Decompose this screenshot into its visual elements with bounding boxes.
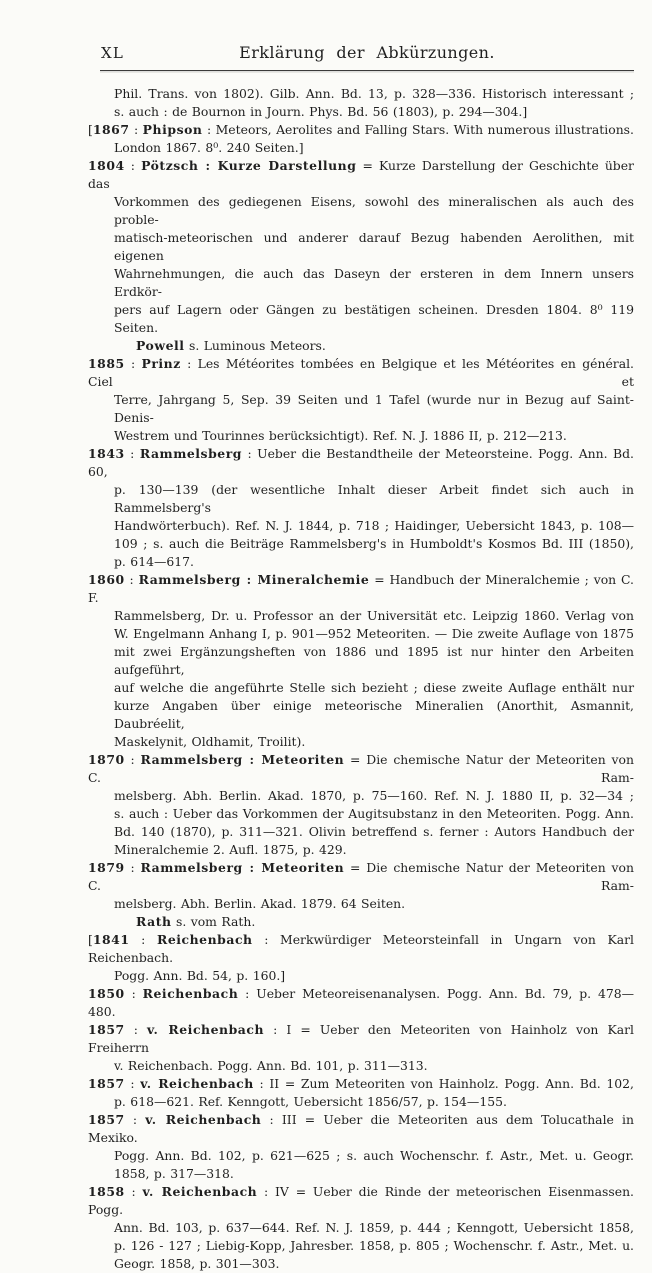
- bold-run: 1841: [92, 932, 130, 947]
- text-run: Bd. 140 (1870), p. 311—321. Olivin betreffend s. ferner : Autors Handbuch der: [114, 824, 634, 839]
- text-run: :: [124, 572, 139, 587]
- bold-run: 1843: [88, 446, 125, 461]
- bibliography-entry: [88, 1021, 634, 1075]
- text-run: :: [124, 1184, 143, 1199]
- bibliography-entry: [88, 157, 634, 337]
- text-line: [88, 1111, 634, 1147]
- text-line: [88, 1255, 634, 1273]
- text-line: [88, 85, 634, 103]
- bibliography-entry: [88, 751, 634, 859]
- bold-run: Reichenbach: [156, 932, 253, 947]
- text-run: : I = Ueber den Meteoriten von Hainholz von Karl Freiherrn: [88, 1022, 634, 1055]
- text-line: [88, 337, 634, 355]
- text-run: Pogg. Ann. Bd. 102, p. 621—625 ; s. auch Wochenschr. f. Astr., Met. u. Geogr.: [114, 1148, 634, 1163]
- text-run: mit zwei Ergänzungsheften von 1886 und 1895 ist nur hinter den Arbeiten aufgeführt,: [114, 644, 634, 677]
- bold-run: v. Reichenbach: [145, 1112, 262, 1127]
- bibliography-entry: [88, 121, 634, 157]
- text-line: [88, 193, 634, 229]
- text-line: [88, 535, 634, 553]
- bold-run: Rammelsberg: [139, 446, 243, 461]
- text-run: Maskelynit, Oldhamit, Troilit).: [114, 734, 306, 749]
- text-line: [88, 1147, 634, 1165]
- text-run: W. Engelmann Anhang I, p. 901—952 Meteoriten. — Die zweite Auflage von 1875: [114, 626, 634, 641]
- bibliography-entry: [88, 355, 634, 445]
- text-run: : II = Zum Meteoriten von Hainholz. Pogg. Ann. Bd. 102,: [253, 1076, 634, 1091]
- bold-run: Reichenbach: [142, 986, 239, 1001]
- text-line: [88, 229, 634, 265]
- bibliography-entry: [88, 85, 634, 121]
- text-line: [88, 931, 634, 967]
- text-run: p. 618—621. Ref. Kenngott, Uebersicht 1856/57, p. 154—155.: [114, 1094, 507, 1109]
- text-line: [88, 679, 634, 697]
- bibliography-entry: [88, 859, 634, 913]
- text-line: [88, 733, 634, 751]
- text-run: :: [124, 356, 142, 371]
- text-run: : Ueber die Bestandtheile der Meteorsteine. Pogg. Ann. Bd. 60,: [88, 446, 634, 479]
- bold-run: 1885: [88, 356, 125, 371]
- crossref-line: [88, 913, 634, 931]
- text-line: [88, 121, 634, 139]
- text-run: :: [124, 1022, 148, 1037]
- bold-run: v. Reichenbach: [140, 1076, 254, 1091]
- text-run: : Ueber Meteoreisenanalysen. Pogg. Ann. Bd. 79, p. 478—480.: [88, 986, 634, 1019]
- text-run: = Die chemische Natur der Meteoriten von C. Ram-: [88, 752, 634, 785]
- text-run: v. Reichenbach. Pogg. Ann. Bd. 101, p. 311—313.: [114, 1058, 428, 1073]
- text-line: [88, 1237, 634, 1255]
- bibliography-entry: [88, 445, 634, 571]
- bold-run: 1858: [88, 1184, 125, 1199]
- text-line: [88, 553, 634, 571]
- text-run: = Handbuch der Mineralchemie ; von C. F.: [88, 572, 634, 605]
- bold-run: Rammelsberg : Mineralchemie: [138, 572, 370, 587]
- text-run: [: [88, 932, 93, 947]
- text-line: [88, 643, 634, 679]
- text-run: Mineralchemie 2. Aufl. 1875, p. 429.: [114, 842, 347, 857]
- text-run: Phil. Trans. von 1802). Gilb. Ann. Bd. 13, p. 328—336. Historisch interessant ;: [114, 86, 634, 101]
- text-line: [88, 1021, 634, 1057]
- text-run: :: [124, 986, 143, 1001]
- page-number: XL: [101, 44, 125, 62]
- text-line: [88, 787, 634, 805]
- text-line: [88, 859, 634, 895]
- text-line: [88, 985, 634, 1021]
- bold-run: 1860: [88, 572, 125, 587]
- bold-run: 1857: [88, 1076, 125, 1091]
- text-run: Handwörterbuch). Ref. N. J. 1844, p. 718 ; Haidinger, Uebersicht 1843, p. 108—: [114, 518, 634, 533]
- text-run: Vorkommen des gediegenen Eisens, sowohl des mineralischen als auch des proble-: [114, 194, 634, 227]
- bold-run: Powell: [136, 338, 185, 353]
- text-line: [88, 913, 634, 931]
- bibliography-entry: [88, 931, 634, 985]
- crossref-line: [88, 337, 634, 355]
- text-line: [88, 571, 634, 607]
- text-run: :: [124, 158, 142, 173]
- text-line: [88, 967, 634, 985]
- bold-run: 1857: [88, 1022, 125, 1037]
- bibliography-entry: [88, 1111, 634, 1183]
- header-rule: [100, 70, 634, 71]
- text-run: : IV = Ueber die Rinde der meteorischen Eisenmassen. Pogg.: [88, 1184, 634, 1217]
- text-run: melsberg. Abh. Berlin. Akad. 1870, p. 75—160. Ref. N. J. 1880 II, p. 32—34 ;: [114, 788, 634, 803]
- text-line: [88, 481, 634, 517]
- text-run: 1858, p. 317—318.: [114, 1166, 234, 1181]
- text-run: pers auf Lagern oder Gängen zu bestätigen scheinen. Dresden 1804. 8⁰ 119 Seiten.: [114, 302, 634, 335]
- text-line: [88, 751, 634, 787]
- text-line: [88, 1093, 634, 1111]
- text-run: Geogr. 1858, p. 301—303.: [114, 1256, 280, 1271]
- text-run: s. auch : de Bournon in Journ. Phys. Bd. 56 (1803), p. 294—304.]: [114, 104, 528, 119]
- text-run: [: [88, 122, 93, 137]
- text-run: p. 126 - 127 ; Liebig-Kopp, Jahresber. 1858, p. 805 ; Wochenschr. f. Astr., Met. u.: [114, 1238, 634, 1253]
- bibliography-entry: [88, 1183, 634, 1273]
- text-run: : Merkwürdiger Meteorsteinfall in Ungarn von Karl Reichenbach.: [88, 932, 634, 965]
- bold-run: Phipson: [142, 122, 203, 137]
- text-line: [88, 517, 634, 535]
- text-run: 109 ; s. auch die Beiträge Rammelsberg's in Humboldt's Kosmos Bd. III (1850),: [114, 536, 634, 551]
- text-run: p. 130—139 (der wesentliche Inhalt dieser Arbeit findet sich auch in Rammelsberg's: [114, 482, 634, 515]
- text-line: [88, 391, 634, 427]
- text-line: [88, 1165, 634, 1183]
- text-line: [88, 841, 634, 859]
- page-title: Erklärung der Abkürzungen.: [239, 43, 495, 62]
- bibliography-entry: [88, 985, 634, 1021]
- text-run: :: [124, 860, 141, 875]
- text-line: [88, 1075, 634, 1093]
- text-line: [88, 355, 634, 391]
- text-run: auf welche die angeführte Stelle sich bezieht ; diese zweite Auflage enthält nur: [114, 680, 634, 695]
- text-line: [88, 1219, 634, 1237]
- bold-run: v. Reichenbach: [147, 1022, 265, 1037]
- text-run: London 1867. 8⁰. 240 Seiten.]: [114, 140, 304, 155]
- bold-run: Rammelsberg : Meteoriten: [140, 860, 345, 875]
- text-run: : Meteors, Aerolites and Falling Stars. With numerous illustrations.: [202, 122, 634, 137]
- text-run: :: [129, 122, 143, 137]
- text-line: [88, 139, 634, 157]
- text-run: Rammelsberg, Dr. u. Professor an der Universität etc. Leipzig 1860. Verlag von: [114, 608, 634, 623]
- text-line: [88, 427, 634, 445]
- text-run: :: [124, 446, 140, 461]
- text-line: [88, 265, 634, 301]
- text-line: [88, 1183, 634, 1219]
- text-run: s. auch : Ueber das Vorkommen der Augitsubstanz in den Meteoriten. Pogg. Ann.: [114, 806, 634, 821]
- bold-run: 1879: [88, 860, 125, 875]
- bold-run: 1804: [88, 158, 125, 173]
- bold-run: 1850: [88, 986, 125, 1001]
- text-run: Ann. Bd. 103, p. 637—644. Ref. N. J. 1859, p. 444 ; Kenngott, Uebersicht 1858,: [114, 1220, 634, 1235]
- text-line: [88, 697, 634, 733]
- text-line: [88, 445, 634, 481]
- text-line: [88, 1057, 634, 1075]
- text-line: [88, 805, 634, 823]
- text-run: :: [124, 1112, 146, 1127]
- bold-run: Pötzsch : Kurze Darstellung: [141, 158, 357, 173]
- text-run: = Kurze Darstellung der Geschichte über das: [88, 158, 634, 191]
- text-run: : Les Météorites tombées en Belgique et les Météorites en général. Ciel et: [88, 356, 634, 389]
- bold-run: Prinz: [141, 356, 181, 371]
- bold-run: 1870: [88, 752, 125, 767]
- text-run: melsberg. Abh. Berlin. Akad. 1879. 64 Seiten.: [114, 896, 406, 911]
- bold-run: Rammelsberg : Meteoriten: [140, 752, 345, 767]
- bibliography: [88, 85, 634, 1273]
- text-run: = Die chemische Natur der Meteoriten von C. Ram-: [88, 860, 634, 893]
- text-run: s. vom Rath.: [171, 914, 256, 929]
- text-run: :: [124, 1076, 141, 1091]
- text-line: [88, 157, 634, 193]
- bibliography-entry: [88, 571, 634, 751]
- text-line: [88, 895, 634, 913]
- bold-run: Rath: [136, 914, 172, 929]
- text-run: kurze Angaben über einige meteorische Mineralien (Anorthit, Asmannit, Daubréelit,: [114, 698, 634, 731]
- text-run: :: [129, 932, 157, 947]
- text-line: [88, 103, 634, 121]
- text-run: : III = Ueber die Meteoriten aus dem Tolucathale in Mexiko.: [88, 1112, 634, 1145]
- text-run: :: [124, 752, 141, 767]
- text-line: [88, 823, 634, 841]
- text-run: s. Luminous Meteors.: [184, 338, 326, 353]
- bold-run: v. Reichenbach: [142, 1184, 258, 1199]
- text-line: [88, 301, 634, 337]
- text-run: Pogg. Ann. Bd. 54, p. 160.]: [114, 968, 286, 983]
- text-run: p. 614—617.: [114, 554, 194, 569]
- text-line: [88, 625, 634, 643]
- bold-run: 1867: [92, 122, 130, 137]
- text-run: Terre, Jahrgang 5, Sep. 39 Seiten und 1 Tafel (wurde nur in Bezug auf Saint-Denis-: [114, 392, 634, 425]
- text-run: matisch-meteorischen und anderer darauf Bezug habenden Aerolithen, mit eigenen: [114, 230, 634, 263]
- text-run: Westrem und Tourinnes berücksichtigt). Ref. N. J. 1886 II, p. 212—213.: [114, 428, 567, 443]
- bold-run: 1857: [88, 1112, 125, 1127]
- text-line: [88, 607, 634, 625]
- text-run: Wahrnehmungen, die auch das Daseyn der ersteren in dem Innern unsers Erdkör-: [114, 266, 634, 299]
- bibliography-entry: [88, 1075, 634, 1111]
